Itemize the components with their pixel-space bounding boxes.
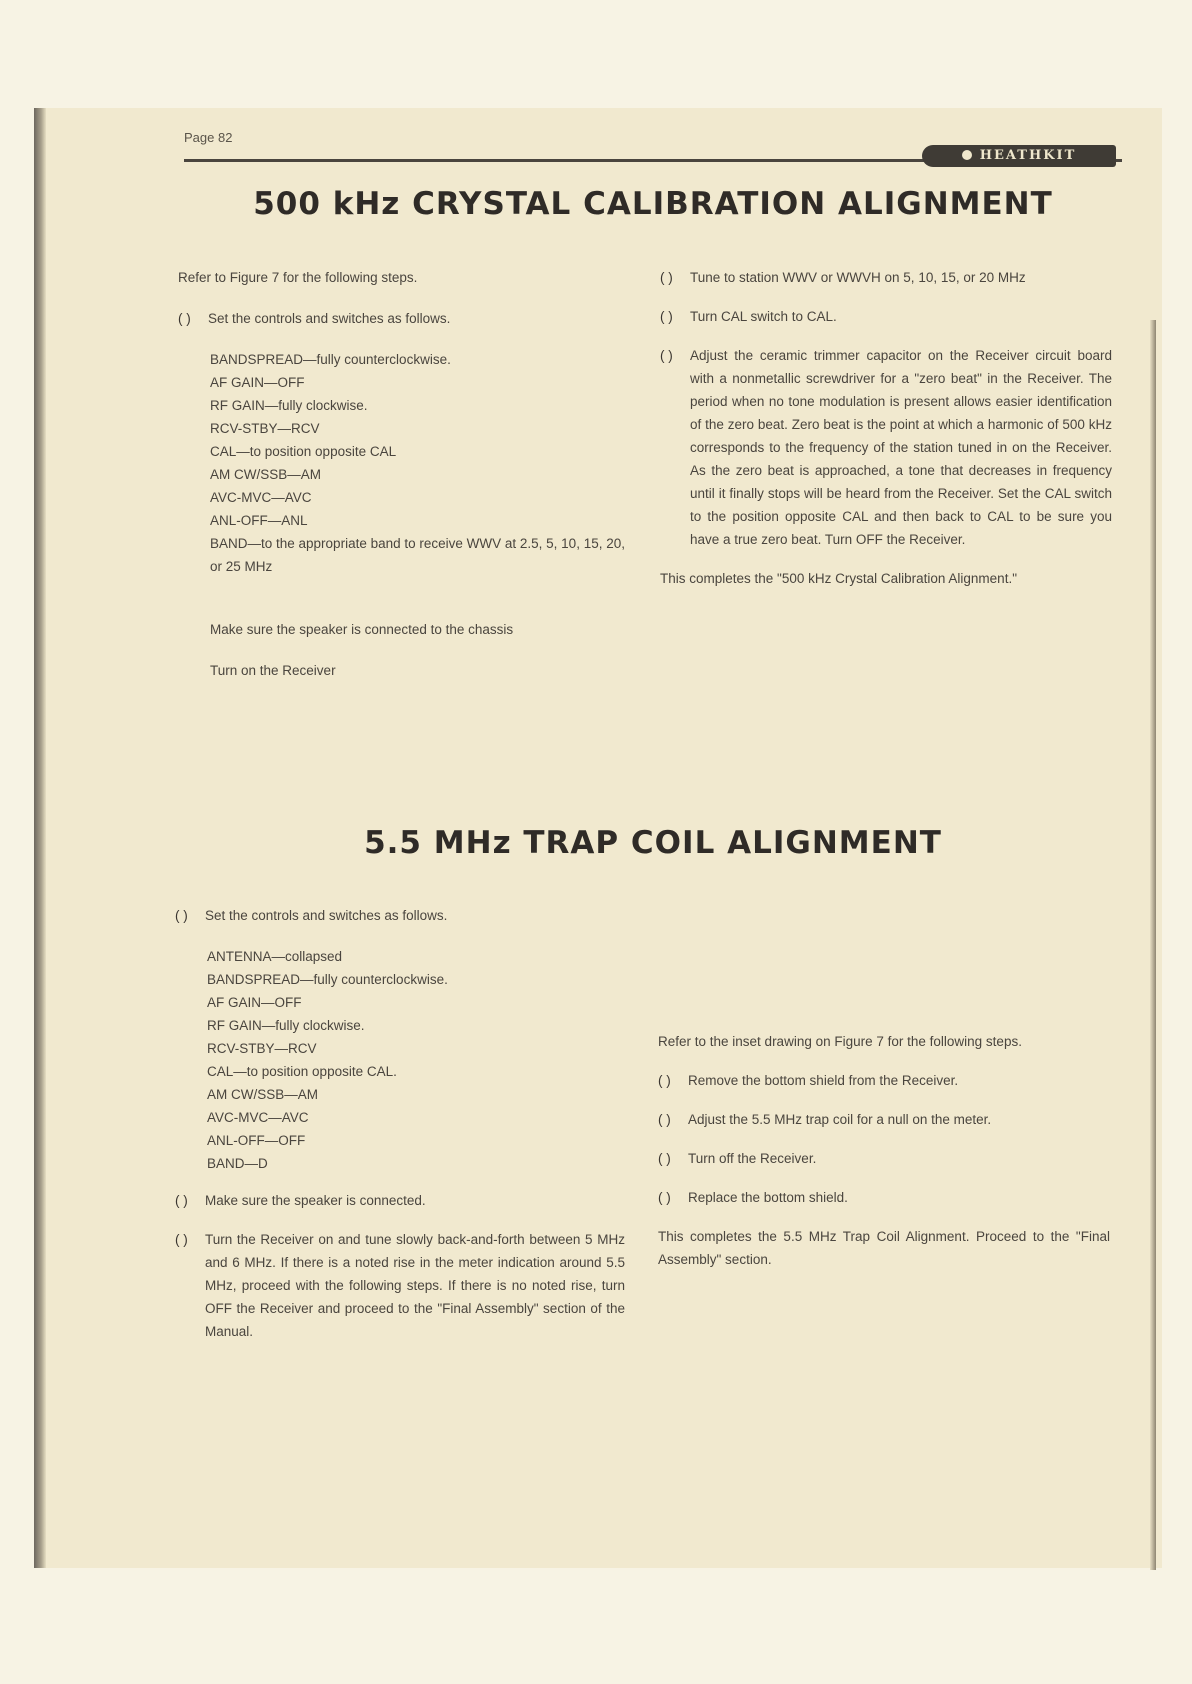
step-item <box>660 266 1112 289</box>
step-text: Turn CAL switch to CAL. <box>690 309 837 324</box>
checkbox[interactable]: ( ) <box>658 1151 671 1166</box>
step-item <box>175 1228 625 1343</box>
step-text: Make sure the speaker is connected. <box>205 1193 426 1208</box>
step-item <box>658 1108 1110 1131</box>
section2-right-column <box>658 1030 1110 1271</box>
checkbox[interactable]: ( ) <box>175 1193 188 1208</box>
checkbox[interactable]: ( ) <box>660 309 673 324</box>
setting-item: AM CW/SSB—AM <box>210 467 322 482</box>
section1-right-column <box>660 266 1112 590</box>
step-text: Set the controls and switches as follows. <box>205 908 448 923</box>
setting-item: BANDSPREAD—fully counterclockwise. <box>210 352 451 367</box>
checkbox[interactable]: ( ) <box>175 908 188 923</box>
setting-item: AF GAIN—OFF <box>210 375 305 390</box>
intro-text: Refer to Figure 7 for the following steps. <box>178 270 418 285</box>
section-title-crystal-calibration: 500 kHz CRYSTAL CALIBRATION ALIGNMENT <box>253 186 1053 222</box>
page-binding-edge <box>34 108 46 1568</box>
setting-item: ANL-OFF—ANL <box>210 513 308 528</box>
logo-dot-icon <box>962 150 972 160</box>
note-speaker: Make sure the speaker is connected to the chassis <box>210 622 514 637</box>
step-item <box>658 1069 1110 1092</box>
checkbox[interactable]: ( ) <box>175 1232 188 1247</box>
setting-item: CAL—to position opposite CAL. <box>207 1064 397 1079</box>
setting-item: RF GAIN—fully clockwise. <box>207 1018 365 1033</box>
page-number: Page 82 <box>184 130 233 145</box>
setting-item: CAL—to position opposite CAL <box>210 444 397 459</box>
step-text: Replace the bottom shield. <box>688 1190 848 1205</box>
completion-text: This completes the 5.5 MHz Trap Coil Alignment. Proceed to the "Final Assembly" section. <box>658 1229 1110 1267</box>
step-item <box>660 344 1112 551</box>
step-text: Turn off the Receiver. <box>688 1151 817 1166</box>
step-text: Turn the Receiver on and tune slowly back-and-forth between 5 MHz and 6 MHz. If there is a noted rise in the meter indication around 5.5 MHz, proceed with the following steps. If there is no noted rise, turn OFF the Receiver and proceed to the "Final Assembly" section of the Manual. <box>205 1232 625 1339</box>
setting-item: ANTENNA—collapsed <box>207 949 343 964</box>
step-item <box>658 1186 1110 1209</box>
completion-text: This completes the "500 kHz Crystal Calibration Alignment." <box>660 571 1017 586</box>
step-text: Tune to station WWV or WWVH on 5, 10, 15, or 20 MHz <box>690 270 1026 285</box>
setting-item: ANL-OFF—OFF <box>207 1133 306 1148</box>
intro-text: Refer to the inset drawing on Figure 7 for the following steps. <box>658 1034 1022 1049</box>
page-right-edge <box>1150 320 1156 1570</box>
section-title-trap-coil: 5.5 MHz TRAP COIL ALIGNMENT <box>364 825 942 861</box>
setting-item: RF GAIN—fully clockwise. <box>210 398 368 413</box>
checkbox[interactable]: ( ) <box>178 311 191 326</box>
step-item <box>660 305 1112 328</box>
setting-item: AVC-MVC—AVC <box>207 1110 309 1125</box>
step-item <box>178 307 626 330</box>
step-text: Set the controls and switches as follows. <box>208 311 451 326</box>
checkbox[interactable]: ( ) <box>658 1112 671 1127</box>
checkbox[interactable]: ( ) <box>658 1190 671 1205</box>
brand-logo <box>922 145 1116 167</box>
step-item <box>175 904 625 927</box>
step-item <box>658 1147 1110 1170</box>
settings-list <box>178 348 626 578</box>
checkbox[interactable]: ( ) <box>658 1073 671 1088</box>
section2-left-column <box>175 904 625 1343</box>
step-text: Adjust the 5.5 MHz trap coil for a null on the meter. <box>688 1112 992 1127</box>
brand-name: HEATHKIT <box>979 148 1077 163</box>
note-turn-on: Turn on the Receiver <box>210 663 336 678</box>
step-text: Adjust the ceramic trimmer capacitor on the Receiver circuit board with a nonmetallic screwdriver for a "zero beat" in the Receiver. The period when no tone modulation is present allows easier identification of the zero beat. Zero beat is the point at which a harmonic of 500 kHz corresponds to the frequency of the station tuned in on the Receiver. As the zero beat is approached, a tone that decreases in frequency until it finally stops will be heard from the Receiver. Set the CAL switch to the position opposite CAL and then back to CAL to be sure you have a true zero beat. Turn OFF the Receiver. <box>690 348 1112 547</box>
setting-item: BANDSPREAD—fully counterclockwise. <box>207 972 448 987</box>
step-item <box>175 1189 625 1212</box>
setting-item: BAND—to the appropriate band to receive WWV at 2.5, 5, 10, 15, 20, or 25 MHz <box>210 536 625 574</box>
setting-item: AF GAIN—OFF <box>207 995 302 1010</box>
setting-item: RCV-STBY—RCV <box>207 1041 317 1056</box>
setting-item: BAND—D <box>207 1156 268 1171</box>
checkbox[interactable]: ( ) <box>660 348 673 363</box>
checkbox[interactable]: ( ) <box>660 270 673 285</box>
section1-left-column <box>178 266 626 682</box>
step-text: Remove the bottom shield from the Receiver. <box>688 1073 959 1088</box>
setting-item: RCV-STBY—RCV <box>210 421 320 436</box>
settings-list <box>175 945 625 1175</box>
setting-item: AM CW/SSB—AM <box>207 1087 319 1102</box>
setting-item: AVC-MVC—AVC <box>210 490 312 505</box>
